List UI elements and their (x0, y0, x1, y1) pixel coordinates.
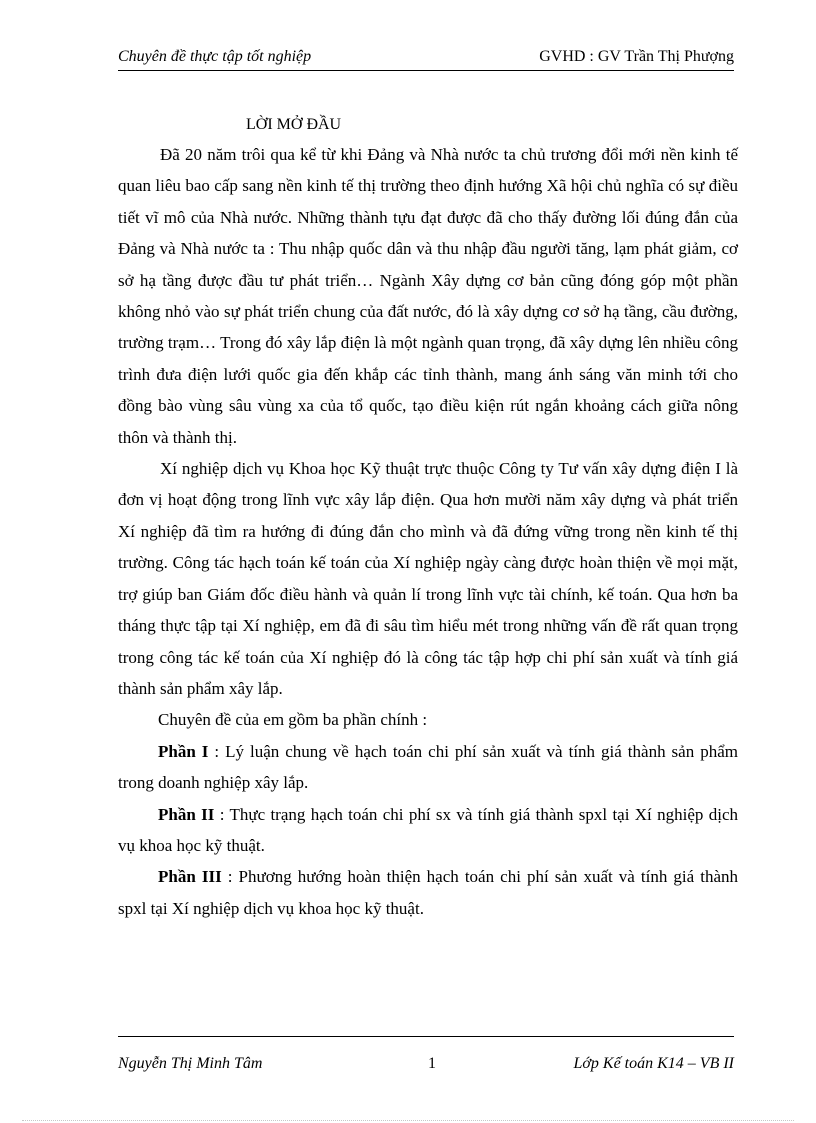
header-document-title: Chuyên đề thực tập tốt nghiệp (118, 48, 312, 65)
part-1-label: Phần I (158, 741, 209, 761)
section-title: LỜI MỞ ĐẦU (246, 116, 342, 133)
part-1-text: : Lý luận chung về hạch toán chi phí sản xuất và tính giá thành sản phẩm trong doanh nghiệp xây lắp. (118, 741, 738, 793)
document-body (118, 113, 738, 924)
footer-class: Lớp Kế toán K14 – VB II (573, 1055, 734, 1072)
part-1 (118, 736, 738, 799)
footer-author: Nguyễn Thị Minh Tâm (118, 1055, 263, 1072)
part-2-text: : Thực trạng hạch toán chi phí sx và tính giá thành spxl tại Xí nghiệp dịch vụ khoa học kỹ thuật. (118, 804, 738, 855)
page-bottom-edge (22, 1120, 794, 1121)
paragraph-1: Đã 20 năm trôi qua kể từ khi Đảng và Nhà nước ta chủ trương đổi mới nền kinh tế quan liêu bao cấp sang nền kinh tế thị trường theo định hướng Xã hội chủ nghĩa có sự điều tiết vĩ mô của Nhà nước. Những thành tựu đạt được đã cho thấy đường lối đúng đắn của Đảng và Nhà nước ta : Thu nhập quốc dân và thu nhập đầu người tăng, lạm phát giảm, cơ sở hạ tầng được đầu tư phát triển… Ngành Xây dựng cơ bản cũng đóng góp một phần không nhỏ vào sự phát triển chung của đất nước, đó là xây dựng cơ sở hạ tầng, cầu đường, trường trạm… Trong đó xây lắp điện là một ngành quan trọng, đã xây dựng lên nhiều công trình đưa điện lưới quốc gia đến khắp các tỉnh thành, mang ánh sáng văn minh tới cho đồng bào vùng sâu vùng xa của tổ quốc, tạo điều kiện rút ngắn khoảng cách giữa nông thôn và thành thị. (118, 145, 738, 447)
page-footer (118, 1036, 734, 1077)
parts-intro: Chuyên đề của em gồm ba phần chính : (158, 710, 428, 730)
header-supervisor: GVHD : GV Trần Thị Phượng (539, 48, 734, 65)
part-2 (118, 799, 738, 862)
part-3 (118, 861, 738, 924)
paragraph-2: Xí nghiệp dịch vụ Khoa học Kỹ thuật trực thuộc Công ty Tư vấn xây dựng điện I là đơn vị hoạt động trong lĩnh vực xây lắp điện. Qua hơn mười năm xây dựng và phát triển Xí nghiệp đã tìm ra hướng đi đúng đắn cho mình và đã đứng vững trong nền kinh tế thị trường. Công tác hạch toán kế toán của Xí nghiệp ngày càng được hoàn thiện về mọi mặt, trợ giúp ban Giám đốc điều hành và quản lí trong lĩnh vực tài chính, kế toán. Qua hơn ba tháng thực tập tại Xí nghiệp, em đã đi sâu tìm hiểu mét trong những vấn đề rất quan trọng trong công tác kế toán của Xí nghiệp đó là công tác tập hợp chi phí sản xuất và tính giá thành sản phẩm xây lắp. (118, 459, 738, 698)
part-2-label: Phần II (158, 804, 215, 824)
page-header (118, 48, 734, 71)
part-3-text: : Phương hướng hoàn thiện hạch toán chi phí sản xuất và tính giá thành spxl tại Xí nghiệp dịch vụ khoa học kỹ thuật. (118, 867, 738, 918)
page-number: 1 (428, 1055, 436, 1072)
part-3-label: Phần III (158, 867, 222, 887)
